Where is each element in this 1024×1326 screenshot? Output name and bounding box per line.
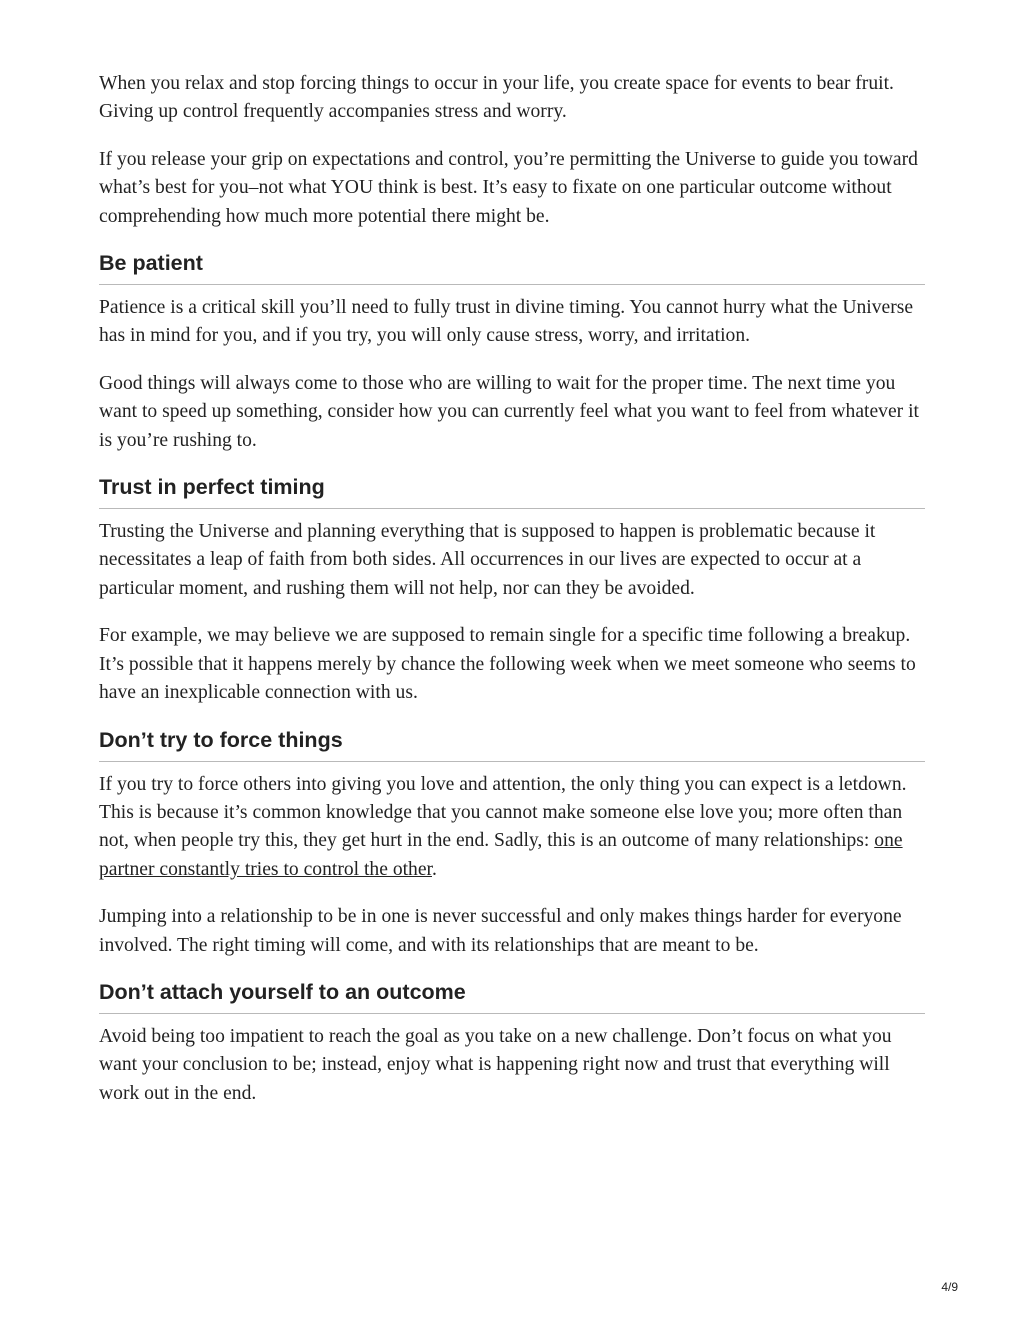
heading-trust-in-perfect-timing: Trust in perfect timing <box>99 474 925 509</box>
heading-be-patient: Be patient <box>99 250 925 285</box>
paragraph: Avoid being too impatient to reach the goal as you take on a new challenge. Don’t focus on what you want your conclusion to be; instead, enjoy what is happening right now and trust that everything will work out in the end. <box>99 1025 892 1104</box>
control-partner-link[interactable]: one partner constantly tries to control the other <box>99 830 903 880</box>
paragraph: For example, we may believe we are supposed to remain single for a specific time following a breakup. It’s possible that it happens merely by chance the following week when we meet someone who seems to have an inexplicable connection with us. <box>99 625 916 704</box>
heading-dont-try-to-force-things: Don’t try to force things <box>99 727 925 762</box>
paragraph: Patience is a critical skill you’ll need to fully trust in divine timing. You cannot hurry what the Universe has in mind for you, and if you try, you will only cause stress, worry, and irritation. <box>99 297 914 347</box>
paragraph: Trusting the Universe and planning everything that is supposed to happen is problematic because it necessitates a leap of faith from both sides. All occurrences in our lives are expected to occur at a particular moment, and rushing them will not help, nor can they be avoided. <box>99 521 876 599</box>
paragraph: Good things will always come to those who are willing to wait for the proper time. The next time you want to speed up something, consider how you can currently feel what you want to feel from whatever it is you’re rushing to. <box>99 372 919 451</box>
paragraph-with-link <box>99 771 925 885</box>
paragraph: If you release your grip on expectations and control, you’re permitting the Universe to guide you toward what’s best for you–not what YOU think is best. It’s easy to fixate on one particular outcome without comprehending how much more potential there might be. <box>99 148 918 227</box>
page-number: 4/9 <box>941 1280 958 1294</box>
paragraph: When you relax and stop forcing things to occur in your life, you create space for events to bear fruit. Giving up control frequently accompanies stress and worry. <box>99 73 894 123</box>
heading-dont-attach-yourself: Don’t attach yourself to an outcome <box>99 979 925 1014</box>
paragraph-text: If you try to force others into giving you love and attention, the only thing you can expect is a letdown. This is because it’s common knowledge that you cannot make someone else love you; more often than not, when people try this, they get hurt in the end. Sadly, this is an outcome of many relationships: <box>99 773 907 852</box>
paragraph-text: . <box>432 858 437 880</box>
document-page <box>99 70 925 1127</box>
paragraph: Jumping into a relationship to be in one is never successful and only makes things harder for everyone involved. The right timing will come, and with its relationships that are meant to be. <box>99 906 902 956</box>
